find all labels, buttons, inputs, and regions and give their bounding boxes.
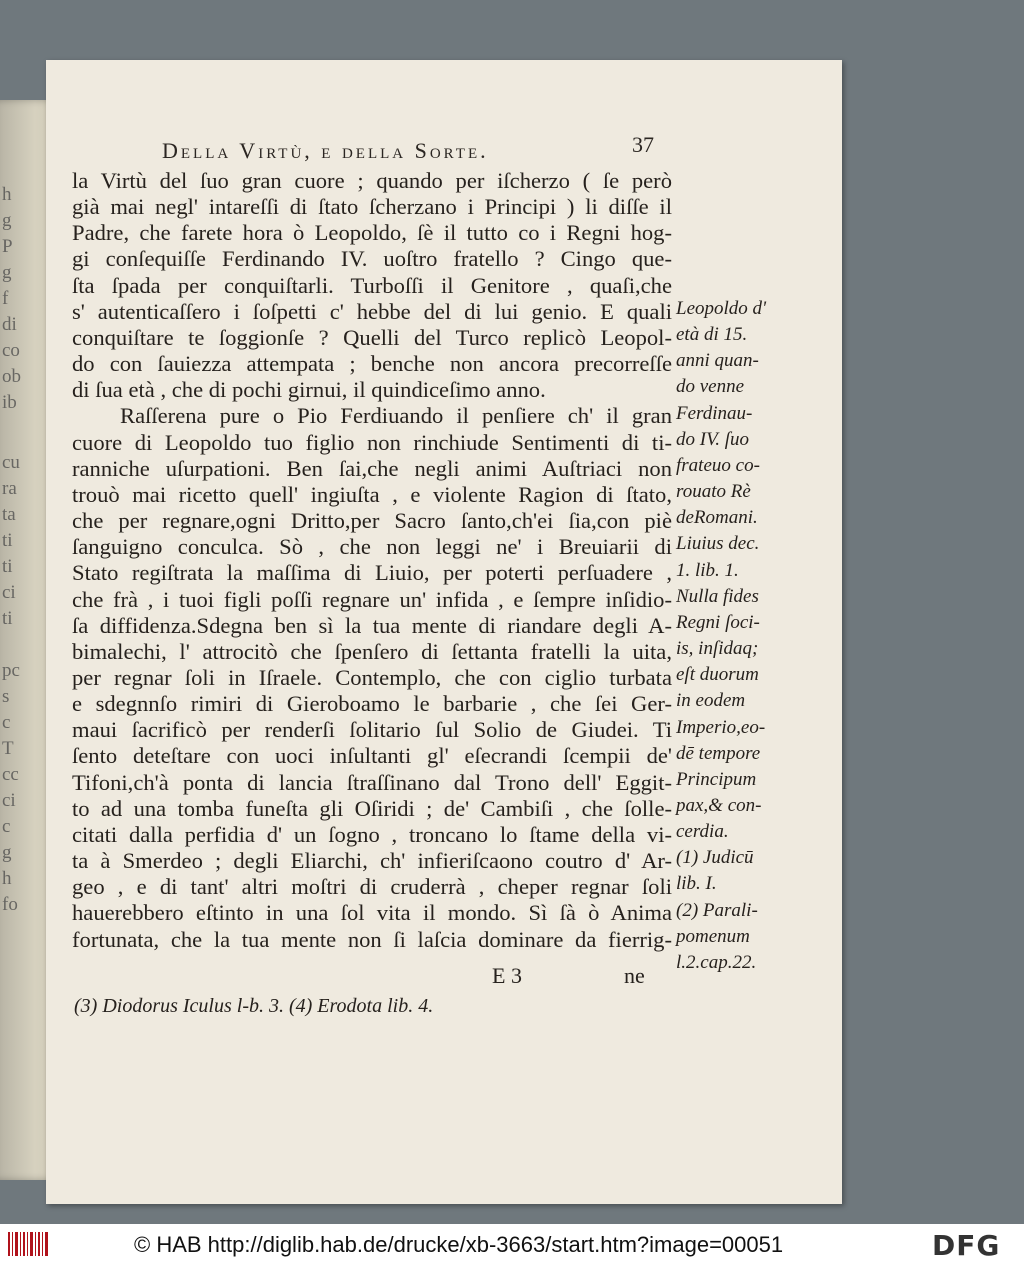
marginal-note-line: in eodem — [676, 690, 746, 712]
marginal-note-line: frateuo co- — [676, 454, 760, 476]
marginal-note-line: Principum — [676, 768, 757, 790]
body-line: per regnar ſoli in Iſraele. Contemplo, che con ciglio turbata — [72, 664, 672, 690]
body-line: trouò mai ricetto quell' ingiuſta , e violente Ragion di ſtato, — [72, 481, 672, 507]
marginal-note-line: Leopoldo d' — [676, 298, 767, 319]
body-line: ta à Smerdeo ; degli Eliarchi, ch' infieriſcaono coutro d' Ar- — [72, 848, 672, 874]
marginal-note-line: Liuius dec. — [676, 533, 760, 555]
marginal-note-line: lib. I. — [676, 873, 717, 895]
running-head: Della Virtù, e della Sorte. — [162, 138, 489, 163]
body-text — [72, 168, 672, 953]
body-line: geo , e di tant' altri moſtri di cruderrà , cheper regnar ſoli — [72, 874, 672, 900]
body-line: to ad una tomba funeſta gli Oſiridi ; de' Cambiſi , che ſolle- — [72, 795, 672, 821]
body-line: di ſua età , che di pochi girnui, il quindiceſimo anno. — [72, 377, 546, 403]
marginal-note-line: rouato Rè — [676, 481, 751, 503]
marginal-note-line: cerdia. — [676, 821, 729, 843]
body-line: Raſſerena pure o Pio Ferdiuando il penſiere ch' il gran — [120, 403, 672, 429]
marginal-note-line: 1. lib. 1. — [676, 559, 739, 581]
body-line: la Virtù del ſuo gran cuore ; quando per iſcherzo ( ſe però — [72, 168, 672, 193]
marginal-note-line: Ferdinau- — [676, 402, 753, 424]
marginal-note-line: pomenum — [676, 925, 750, 947]
marginal-note-line: Regni ſoci- — [676, 611, 760, 633]
footnote: (3) Diodorus Iculus l-b. 3. (4) Erodota lib. 4. — [74, 995, 434, 1017]
catchword: ne — [624, 963, 645, 988]
body-line: ranniche uſurpationi. Ben ſai,che negli animi Auſtriaci non — [72, 455, 672, 481]
marginal-note-line: eſt duorum — [676, 664, 759, 686]
marginal-note-line: do IV. ſuo — [676, 428, 750, 450]
marginal-note-line: età di 15. — [676, 324, 748, 346]
body-line: s' autenticaſſero i ſoſpetti c' hebbe del di lui genio. E quali — [72, 298, 672, 324]
barcode-icon — [8, 1232, 48, 1256]
body-line: bimalechi, l' attrocitò che ſpenſero di ſettanta fratelli la uita, — [72, 638, 672, 664]
marginal-note-line: pax,& con- — [676, 794, 762, 816]
body-line: ſta ſpada per conquiſtarli. Turboſſi il Genitore , quaſi,che — [72, 272, 672, 298]
marginal-note-line: do venne — [676, 376, 745, 398]
copyright-link[interactable]: © HAB http://diglib.hab.de/drucke/xb-3663/start.htm?image=00051 — [134, 1232, 784, 1257]
body-line: che per regnare,ogni Dritto,per Sacro ſanto,ch'ei ſia,con piè — [72, 508, 672, 534]
body-line: do con ſauiezza attempata ; benche non ancora precorreſſe — [72, 351, 672, 377]
body-line: Padre, che farete hora ò Leopoldo, ſè il tutto co i Regni hog- — [72, 220, 672, 246]
body-line: e sdegnnſo rimiri di Gieroboamo le barbarie , che ſei Ger- — [72, 691, 672, 717]
body-line: citati dalla perfidia d' un ſogno , troncano lo ſtame della vi- — [72, 821, 672, 847]
marginal-note-line: l.2.cap.22. — [676, 951, 757, 973]
body-line: conquiſtare te ſoggionſe ? Quelli del Turco replicò Leopol- — [72, 324, 672, 350]
body-line: che frà , i tuoi figli poſſi regnare un' infida , e ſempre inſidio- — [72, 586, 672, 612]
footer-bar — [0, 1224, 1024, 1264]
body-line: ſanguigno conculca. Sò , che non leggi ne' i Breuiarii di — [72, 534, 672, 560]
dfg-logo: DFG — [932, 1229, 1001, 1262]
body-line: fortunata, che la tua mente non ſi laſcia dominare da fierrig- — [72, 926, 672, 952]
body-line: ſento deteſtare con uoci inſultanti gl' eſecrandi ſcempii de' — [72, 743, 672, 769]
signature-mark: E 3 — [492, 963, 522, 988]
body-line: cuore di Leopoldo tuo figlio non rinchiude Sentimenti di ti- — [72, 429, 672, 455]
marginal-note-line: anni quan- — [676, 350, 759, 372]
marginal-note-line: deRomani. — [676, 507, 758, 529]
marginal-note-line: (2) Parali- — [676, 899, 758, 921]
marginal-note-line: (1) Judicū — [676, 847, 754, 869]
body-line: già mai negl' intareſſi di ſtato ſcherzano i Principi ) li diſſe il — [72, 194, 672, 220]
marginal-note-line: dē tempore — [676, 742, 761, 764]
book-page — [46, 60, 842, 1204]
previous-page-edge: h g P g f di co ob ib cu ra ta ti ti ci ti pc s c T cc ci c g h fo — [0, 100, 58, 1180]
page-number: 37 — [632, 132, 654, 157]
marginal-note-line: Imperio,eo- — [676, 716, 766, 738]
body-line: Stato regiſtrata la maſſima di Liuio, per poterti perſuadere , — [72, 560, 672, 586]
marginal-note-line: Nulla fides — [676, 585, 759, 607]
body-line: ſa diffidenza.Sdegna ben sì la tua mente di riandare degli A- — [72, 612, 672, 638]
body-line: hauerebbero eſtinto in una ſol vita il mondo. Sì ſà ò Anima — [72, 900, 672, 926]
marginal-note-line: is, inſidaq; — [676, 638, 759, 660]
body-line: Tifoni,ch'à ponta di lancia ſtraſſinano dal Trono dell' Eggit- — [72, 769, 672, 795]
body-line: maui ſacrificò per renderſi ſolitario ſul Solio de Giudei. Ti — [72, 717, 672, 743]
marginal-notes — [676, 296, 826, 976]
body-line: gi conſequiſſe Ferdinando IV. uoſtro fratello ? Cingo que- — [72, 246, 672, 272]
